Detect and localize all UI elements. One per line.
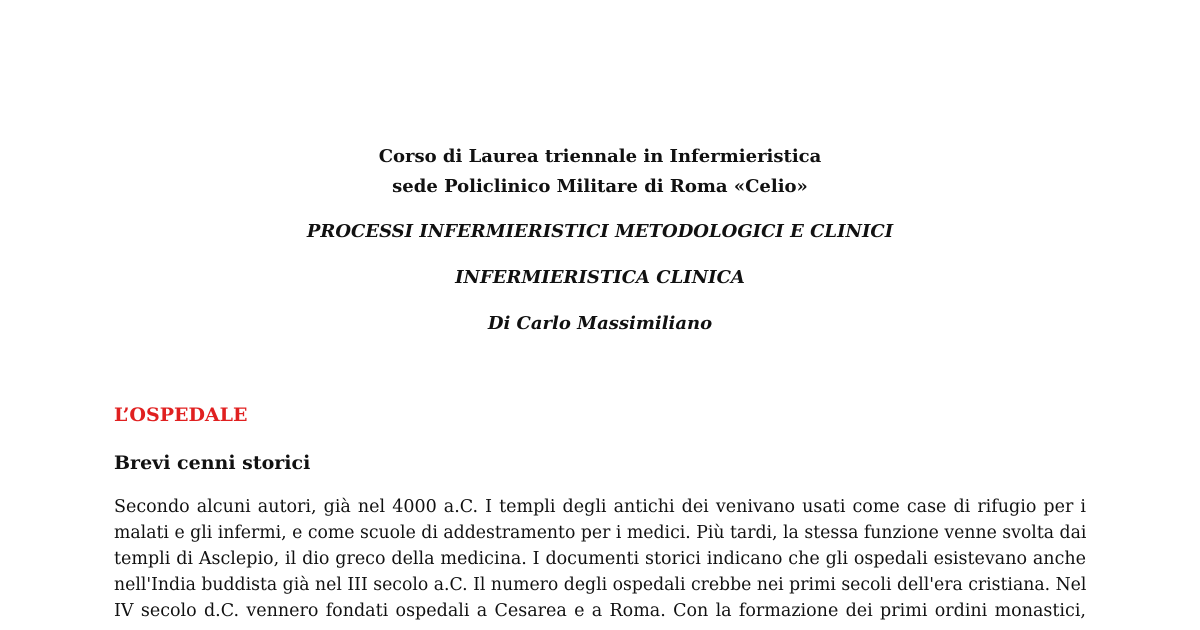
paragraph-line: nell'India buddista già nel III secolo a.C. Il numero degli ospedali crebbe nei primi secoli dell'era cristiana. Nel (114, 575, 1087, 595)
paragraph-line: malati e gli infermi, e come scuole di addestramento per i medici. Più tardi, la stessa funzione venne svolta dai (114, 523, 1087, 543)
course-title-line-2: sede Policlinico Militare di Roma «Celio» (392, 176, 808, 197)
section-subheading: Brevi cenni storici (114, 452, 311, 474)
author-line: Di Carlo Massimiliano (487, 313, 713, 334)
section-heading: L’OSPEDALE (114, 404, 248, 426)
paragraph-line: Secondo alcuni autori, già nel 4000 a.C. I templi degli antichi dei venivano usati come case di rifugio per i (114, 497, 1086, 517)
paragraph-line: templi di Asclepio, il dio greco della medicina. I documenti storici indicano che gli ospedali esistevano anche (114, 549, 1086, 569)
subject-title: PROCESSI INFERMIERISTICI METODOLOGICI E CLINICI (306, 221, 894, 242)
paragraph-line: IV secolo d.C. vennero fondati ospedali a Cesarea e a Roma. Con la formazione dei primi ordini monastici, (114, 601, 1086, 621)
course-title-line-1: Corso di Laurea triennale in Infermieristica (378, 146, 822, 167)
body-paragraph (114, 494, 1086, 624)
module-title: INFERMIERISTICA CLINICA (455, 267, 745, 288)
